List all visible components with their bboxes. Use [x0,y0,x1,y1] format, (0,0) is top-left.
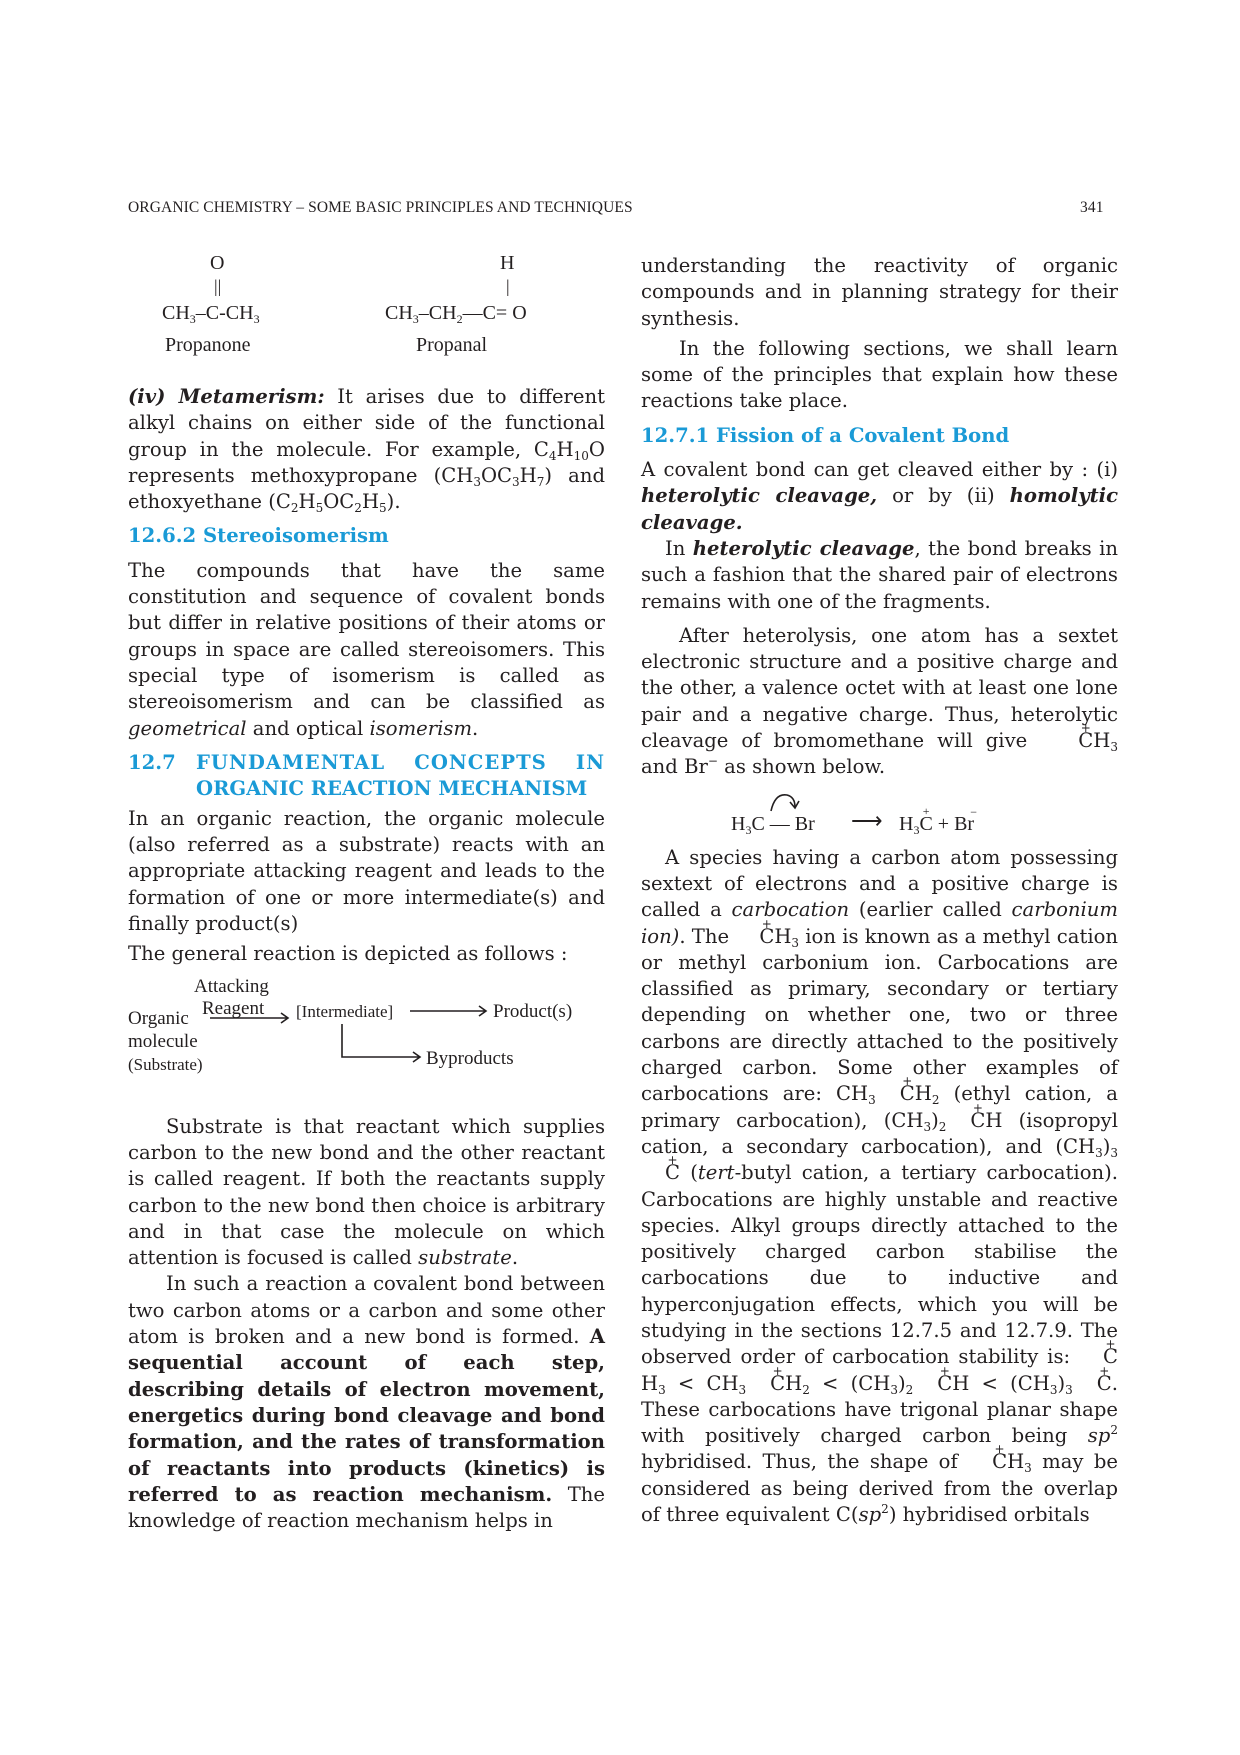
product-arrow [410,1006,486,1016]
hetero-term: heterolytic cleavage [692,536,915,560]
propanal-single-bond: | [506,276,510,296]
byproduct-arrow [342,1024,420,1062]
scheme-products: Product(s) [493,1000,573,1022]
reagent-arrow [210,1013,288,1023]
stereoisomerism-heading: 12.6.2 Stereoisomerism [128,524,389,548]
fission-heading: 12.7.1 Fission of a Covalent Bond [641,423,1010,447]
propanone-oxygen: O [210,252,225,274]
continuation-paragraph: understanding the reactivity of organic compounds and in planning strategy for their synthesis. [641,254,1118,330]
left-column [128,384,605,1534]
mechanism-paragraph [128,1271,605,1534]
section-title-line2: ORGANIC REACTION MECHANISM [196,776,588,800]
propanone-name: Propanone [165,334,251,356]
equation-reactant: $H_3C$ — Br [731,812,815,837]
scheme-arrows [128,968,605,1100]
hetero-text-in: In [665,536,686,560]
propanal-hydrogen: H [500,252,515,274]
section-heading [128,750,605,802]
scheme-substrate-line1: Organic [128,1007,189,1029]
fission-paragraph [641,457,1118,536]
fission-text: A covalent bond can get cleaved either by : (i) [641,458,1118,482]
scheme-substrate-line2: molecule [128,1030,198,1052]
intro-paragraph: In an organic reaction, the organic molecule (also referred as a substrate) reacts with an appropriate attacking reagent and leads to the formation of one or more intermediate(s) and finally product(s) [128,806,605,936]
running-title: ORGANIC CHEMISTRY – SOME BASIC PRINCIPLES AND TECHNIQUES [128,199,633,216]
bromomethane-equation [641,781,1118,843]
reaction-scheme [128,968,605,1100]
section-number: 12.7 [128,750,176,774]
metamerism-paragraph: (iv) Metamerism: It arises due to different alkyl chains on either side of the functional group in the molecule. For example, $C_4H_{10}O$ represents methoxypropane $(CH_3OC_3H_7)$ and ethoxyethane $(C_2H_5OC_2H_5)$. [128,385,605,516]
equation-product: $H_3+ C + Br$ − [899,811,974,837]
general-reaction-text: The general reaction is depicted as follows : [128,942,568,966]
section-title-line1: FUNDAMENTAL CONCEPTS IN [196,750,605,774]
propanal-name: Propanal [416,334,488,356]
right-column [641,253,1118,1528]
heterolytic-paragraph [641,536,1118,615]
scheme-intermediate: [Intermediate] [296,1001,394,1021]
substrate-paragraph: Substrate is that reactant which supplies carbon to the new bond and the other reactant is called reagent. If both the reactants supply carbon to the new bond then choice is arbitrary and in that case the molecule on which attention is focused is called substrate. [128,1114,605,1270]
scheme-reagent-line2: Reagent [202,997,265,1019]
propanone-double-bond: || [214,276,222,296]
scheme-reagent-line1: Attacking [194,975,269,997]
stereoisomerism-paragraph: The compounds that have the same constitution and sequence of covalent bonds but differ in relative positions of their atoms or groups in space are called stereoisomers. This special type of isomerism is called as stereoisomerism and can be classified as geometrical and optical isomerism. [128,558,605,740]
term-heterolytic: heterolytic cleavage, [641,484,878,508]
metamerism-label: (iv) Metamerism: [128,385,325,408]
mechanism-text-start: In such a reaction a covalent bond between two carbon atoms or a carbon and some other atom is broken and a new bond is formed. [128,1272,605,1349]
curved-arrow-icon [765,791,805,813]
fission-text-mid: or by (ii) [892,484,995,508]
mechanism-text-end: The knowledge of reaction mechanism helps in [128,1482,605,1533]
scheme-byproducts: Byproducts [426,1047,514,1069]
equation-arrow: ⟶ [851,807,883,833]
after-heterolysis-paragraph: After heterolysis, one atom has a sextet electronic structure and a positive charge and the other, a valence octet with at least one lone pair and a negative charge. Thus, heterolytic cleavage of bromomethane will give + $CH_3$ and Br− as shown below. [641,623,1118,781]
propanone-formula: $CH_3-C-CH_3$ [162,302,260,326]
hetero-text-rest: , the bond breaks in such a fashion that the shared pair of electrons remains with one of the fragments. [641,536,1119,613]
mechanism-definition: A sequential account of each step, describing details of electron movement, energetics during bond cleavage and bond formation, and the rates of transformation of reactants into products (kinetics) is referred to as reaction mechanism. [128,1325,605,1506]
carbocation-paragraph: A species having a carbon atom possessing sextext of electrons and a positive charge is called a carbocation (earlier called carbonium ion). The + $CH_3$ ion is known as a methyl cation or methyl carbonium ion. Carbocations are classified as primary, secondary or tertiary depending on whether one, two or three carbons are directly attached to the positively charged carbon. Some other examples of carbocations are: $CH_3 + CH_2$ (ethyl cation, a primary carbocation), $(CH_3)_2$ + CH (isopropyl cation, a secondary carbocation), and $(CH_3)_3+ C$ (tert-butyl cation, a tertiary carbocation). Carbocations are highly unstable and reactive species. Alkyl groups directly attached to the positively charged carbon stabilise the carbocations due to inductive and hyperconjugation effects, which you will be studying in the sections 12.7.5 and 12.7.9. The observed order of carbocation stability is: + $CH_3 < CH_3 + CH_2 < (CH_3)_2$ + CH < $(CH_3)_3 + C$. These carbocations have trigonal planar shape with positively charged carbon being $sp^2$ hybridised. Thus, the shape of + $CH_3$ may be considered as being derived from the overlap of three equivalent $C(sp^2)$ hybridised orbitals [641,845,1118,1529]
following-paragraph: In the following sections, we shall learn some of the principles that explain how these reactions take place. [641,336,1118,413]
scheme-substrate-line3: (Substrate) [128,1054,203,1074]
page-number: 341 [1080,199,1104,216]
propanal-formula: $CH_3-CH_2—C= O$ [385,302,527,326]
term-homolytic: homolytic cleavage. [641,484,1119,534]
